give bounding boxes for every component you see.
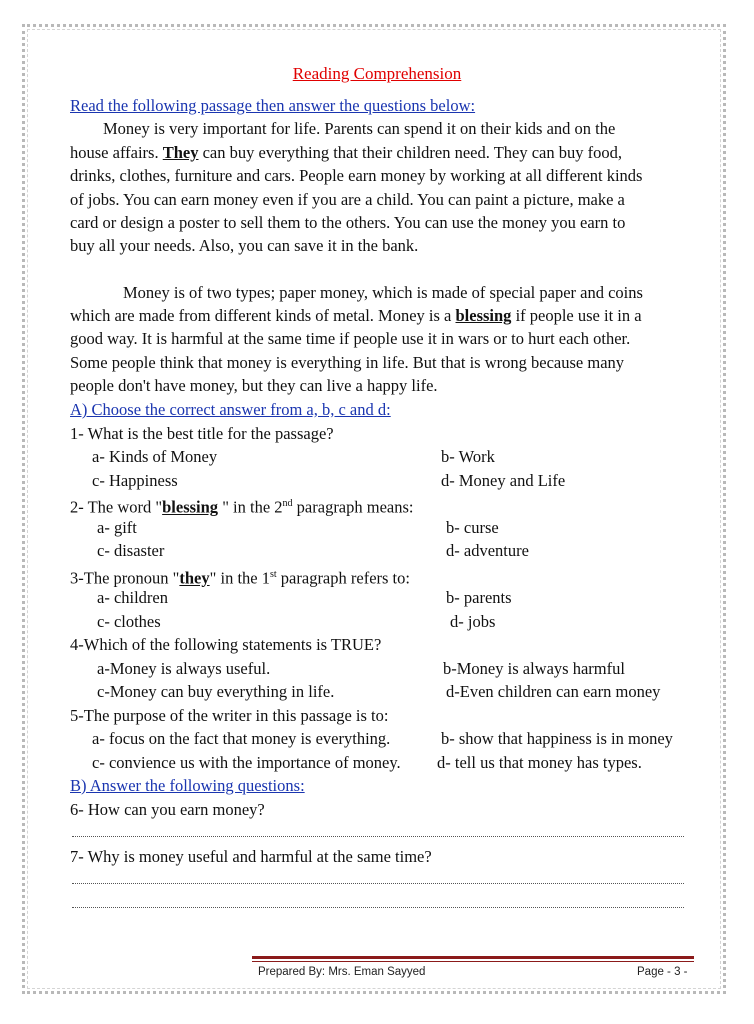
question-2: 2- The word "blessing " in the 2nd paragraph means: [70, 497, 414, 517]
question-1: 1- What is the best title for the passage? [70, 424, 334, 443]
q5-option-c: c- convience us with the importance of money. [92, 753, 401, 772]
q5-option-d: d- tell us that money has types. [437, 753, 642, 772]
keyword-blessing: blessing [455, 306, 512, 325]
question-7: 7- Why is money useful and harmful at the same time? [70, 847, 432, 866]
passage-instruction: Read the following passage then answer the questions below: [70, 96, 476, 115]
q1-option-a: a- Kinds of Money [92, 447, 218, 466]
page-title: Reading Comprehension [292, 64, 462, 83]
question-6: 6- How can you earn money? [70, 800, 265, 819]
p1-line-4: of jobs. You can earn money even if you are a child. You can paint a picture, make a [70, 190, 625, 209]
q5-option-b: b- show that happiness is in money [441, 729, 673, 748]
q4-option-d: d-Even children can earn money [446, 682, 661, 701]
p2-line-2: which are made from different kinds of metal. Money is a blessing if people use it in a [70, 306, 642, 325]
q2-option-b: b- curse [446, 518, 499, 537]
q1-option-d: d- Money and Life [441, 471, 566, 490]
footer-author: Prepared By: Mrs. Eman Sayyed [258, 966, 426, 978]
p2-line-4: Some people think that money is everything in life. But that is wrong because many [70, 353, 625, 372]
q1-option-c: c- Happiness [92, 471, 178, 490]
q4-option-b: b-Money is always harmful [443, 659, 625, 678]
page-number: Page - 3 - [637, 966, 688, 978]
q5-option-a: a- focus on the fact that money is everything. [92, 729, 391, 748]
q3-option-d: d- jobs [450, 612, 496, 631]
q1-option-b: b- Work [441, 447, 495, 466]
p1-line-6: buy all your needs. Also, you can save it in the bank. [70, 236, 419, 255]
section-a-heading: A) Choose the correct answer from a, b, c and d: [70, 400, 391, 419]
section-b-heading: B) Answer the following questions: [70, 776, 305, 795]
answer-line-q6[interactable] [72, 836, 684, 837]
footer-rule-thick [252, 956, 694, 959]
footer-rule-thin [252, 961, 694, 962]
keyword-they: They [162, 143, 199, 162]
p1-line-3: drinks, clothes, furniture and cars. People earn money by working at all different kinds [70, 166, 643, 185]
p1-line-1: Money is very important for life. Parents can spend it on their kids and on the [103, 119, 616, 138]
question-3: 3-The pronoun "they" in the 1st paragraph refers to: [70, 568, 410, 588]
answer-line-q7-2[interactable] [72, 907, 684, 908]
q4-option-c: c-Money can buy everything in life. [97, 682, 335, 701]
q2-option-d: d- adventure [446, 541, 529, 560]
answer-line-q7-1[interactable] [72, 883, 684, 884]
question-5: 5-The purpose of the writer in this passage is to: [70, 706, 389, 725]
q2-option-a: a- gift [97, 518, 137, 537]
p2-line-3: good way. It is harmful at the same time if people use it in wars or to hurt each other. [70, 329, 631, 348]
p2-line-1: Money is of two types; paper money, which is made of special paper and coins [123, 283, 643, 302]
q3-keyword: they [179, 568, 210, 588]
q2-option-c: c- disaster [97, 541, 165, 560]
q3-option-c: c- clothes [97, 612, 161, 631]
q2-keyword: blessing [162, 497, 219, 517]
p2-line-5: people don't have money, but they can live a happy life. [70, 376, 438, 395]
p1-line-5: card or design a poster to sell them to the others. You can use the money you earn to [70, 213, 626, 232]
question-4: 4-Which of the following statements is TRUE? [70, 635, 382, 654]
q3-option-b: b- parents [446, 588, 512, 607]
p1-line-2: house affairs. They can buy everything that their children need. They can buy food, [70, 143, 622, 162]
q3-option-a: a- children [97, 588, 169, 607]
q4-option-a: a-Money is always useful. [97, 659, 271, 678]
